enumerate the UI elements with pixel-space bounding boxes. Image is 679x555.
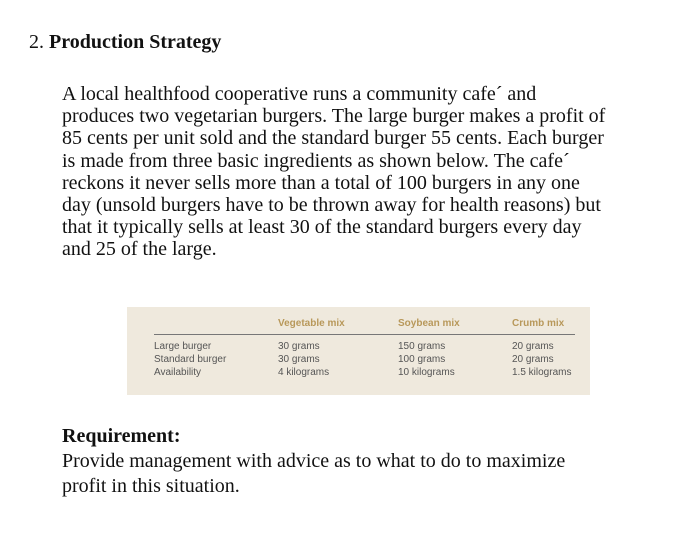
requirement-section xyxy=(62,424,565,499)
column-header-vegetable: Vegetable mix xyxy=(278,318,345,329)
table-cell: 4 kilograms xyxy=(278,367,330,378)
paragraph-line: is made from three basic ingredients as shown below. The cafe´ xyxy=(62,149,570,172)
row-label: Availability xyxy=(154,367,202,378)
table-cell: 10 kilograms xyxy=(398,367,455,378)
table-cell: 20 grams xyxy=(512,354,554,365)
paragraph-line: A local healthfood cooperative runs a community cafe´ and xyxy=(62,83,537,105)
paragraph-line: day (unsold burgers have to be thrown away for health reasons) but xyxy=(62,194,601,217)
table-cell: 100 grams xyxy=(398,354,446,365)
problem-description xyxy=(62,83,662,261)
paragraph-line: produces two vegetarian burgers. The large burger makes a profit of xyxy=(62,105,606,128)
column-header-soybean: Soybean mix xyxy=(398,318,460,329)
table-cell: 30 grams xyxy=(278,354,320,365)
question-heading xyxy=(29,31,221,54)
requirement-line: Provide management with advice as to what to do to maximize xyxy=(62,450,566,472)
table-cell: 150 grams xyxy=(398,341,446,352)
question-title: Production Strategy xyxy=(49,31,222,53)
column-header-crumb: Crumb mix xyxy=(512,318,565,329)
paragraph-line: that it typically sells at least 30 of the standard burgers every day xyxy=(62,216,582,239)
paragraph-line: 85 cents per unit sold and the standard burger 55 cents. Each burger xyxy=(62,127,604,150)
table-cell: 30 grams xyxy=(278,341,320,352)
table-cell: 20 grams xyxy=(512,341,554,352)
requirement-line: profit in this situation. xyxy=(62,475,240,497)
row-label: Large burger xyxy=(154,341,212,352)
row-label: Standard burger xyxy=(154,354,227,365)
requirement-title: Requirement: xyxy=(62,425,181,447)
paragraph-line: and 25 of the large. xyxy=(62,238,217,261)
paragraph-line: reckons it never sells more than a total of 100 burgers in any one xyxy=(62,171,580,194)
question-number: 2. xyxy=(29,31,44,53)
table-cell: 1.5 kilograms xyxy=(512,367,572,378)
header-divider xyxy=(154,334,575,335)
ingredients-table xyxy=(127,307,590,395)
